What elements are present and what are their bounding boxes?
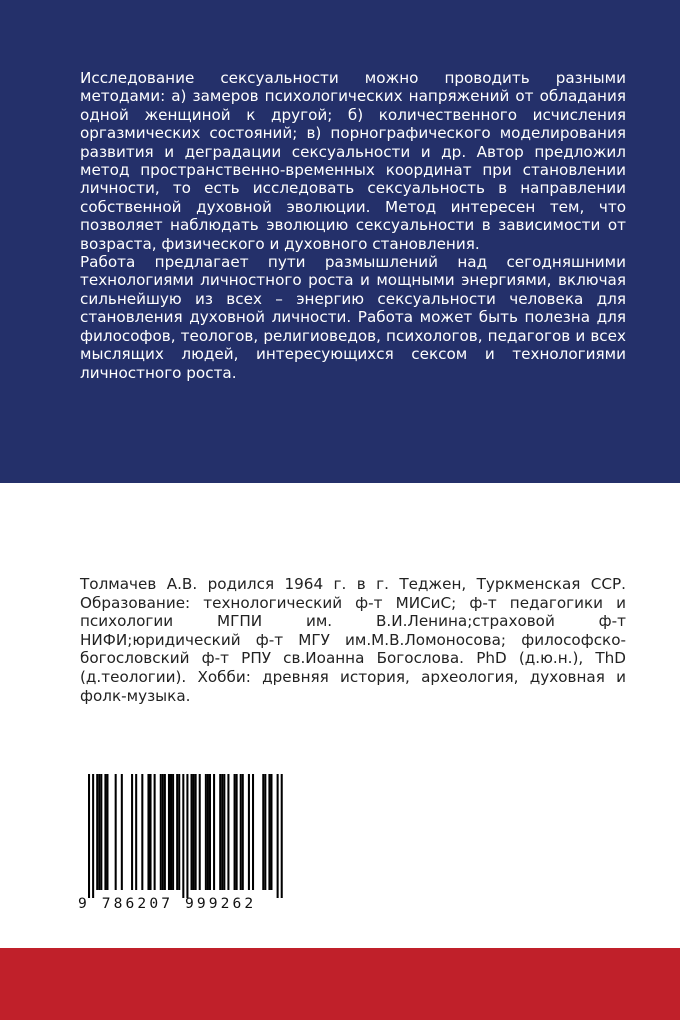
- barcode-bar: [164, 774, 166, 890]
- barcode-bar: [219, 774, 221, 890]
- barcode-bar: [186, 774, 188, 898]
- bottom-band: [0, 948, 680, 1020]
- barcode-bar: [176, 774, 178, 890]
- barcode-bar: [195, 774, 197, 890]
- barcode-bars: [78, 770, 304, 900]
- barcode-bar: [178, 774, 180, 890]
- barcode-bar: [170, 774, 172, 890]
- barcode-bar: [168, 774, 170, 890]
- barcode-bar: [92, 774, 94, 898]
- barcode-bar: [121, 774, 123, 890]
- barcode-bar: [236, 774, 238, 890]
- barcode-bar: [182, 774, 184, 898]
- barcode-bar: [205, 774, 207, 890]
- barcode-bar: [115, 774, 117, 890]
- barcode-bar: [277, 774, 279, 898]
- barcode-bar: [221, 774, 223, 890]
- barcode-bar: [248, 774, 250, 890]
- barcode-bar: [262, 774, 264, 890]
- barcode-bar: [141, 774, 143, 890]
- barcode-bar: [193, 774, 195, 890]
- barcode-bar: [172, 774, 174, 890]
- barcode-bar: [252, 774, 254, 890]
- barcode-bar: [88, 774, 90, 898]
- barcode-digits: 9 786207 999262: [78, 895, 257, 912]
- barcode-bar: [240, 774, 242, 890]
- book-description: [80, 69, 626, 382]
- barcode-bar: [162, 774, 164, 890]
- description-paragraph-1: Исследование сексуальности можно проводить разными методами: а) замеров психологических напряжений от обладания одной женщиной к другой; б) количественного исчисления оргазмических состояний; в) порнографического моделирования развития и деградации сексуальности и др. Автор предложил метод пространственно-временных координат при становлении личности, то есть исследовать сексуальность в направлении собственной духовной эволюции. Метод интересен тем, что позволяет наблюдать эволюцию сексуальности в зависимости от возраста, физического и духовного становления.: [80, 69, 626, 253]
- barcode-bar: [154, 774, 156, 890]
- barcode-bar: [281, 774, 283, 898]
- barcode-bar: [131, 774, 133, 890]
- barcode-bar: [213, 774, 215, 890]
- barcode-bar: [135, 774, 137, 890]
- barcode-bar: [106, 774, 108, 890]
- barcode-bar: [270, 774, 272, 890]
- barcode-bar: [227, 774, 229, 890]
- barcode-bar: [242, 774, 244, 890]
- barcode-bar: [264, 774, 266, 890]
- barcode-bar: [209, 774, 211, 890]
- isbn-barcode: [78, 770, 304, 920]
- top-panel: [0, 0, 680, 483]
- barcode-bar: [207, 774, 209, 890]
- barcode-bar: [147, 774, 149, 890]
- barcode-bar: [191, 774, 193, 890]
- barcode-bar: [104, 774, 106, 890]
- barcode-bar: [96, 774, 98, 890]
- barcode-bar: [268, 774, 270, 890]
- description-paragraph-2: Работа предлагает пути размышлений над сегодняшними технологиями личностного роста и мощными энергиями, включая сильнейшую из всех – энергию сексуальности человека для становления духовной личности. Работа может быть полезна для философов, теологов, религиоведов, психологов, педагогов и всех мыслящих людей, интересующихся сексом и технологиями личностного роста.: [80, 253, 626, 382]
- barcode-bar: [150, 774, 152, 890]
- barcode-bar: [234, 774, 236, 890]
- barcode-bar: [223, 774, 225, 890]
- barcode-bar: [100, 774, 102, 890]
- barcode-bar: [199, 774, 201, 890]
- barcode-bar: [160, 774, 162, 890]
- barcode-bar: [98, 774, 100, 890]
- author-bio: Толмачев А.В. родился 1964 г. в г. Теджен, Туркменская ССР. Образование: технологический ф-т МИСиС; ф-т педагогики и психологии МГПИ им. В.И.Ленина;страховой ф-т НИФИ;юридический ф-т МГУ им.М.В.Ломоносова; философско-богословский ф-т РПУ св.Иоанна Богослова. PhD (д.ю.н.), ThD (д.теологии). Хобби: древняя история, археология, духовная и фолк-музыка.: [80, 575, 626, 705]
